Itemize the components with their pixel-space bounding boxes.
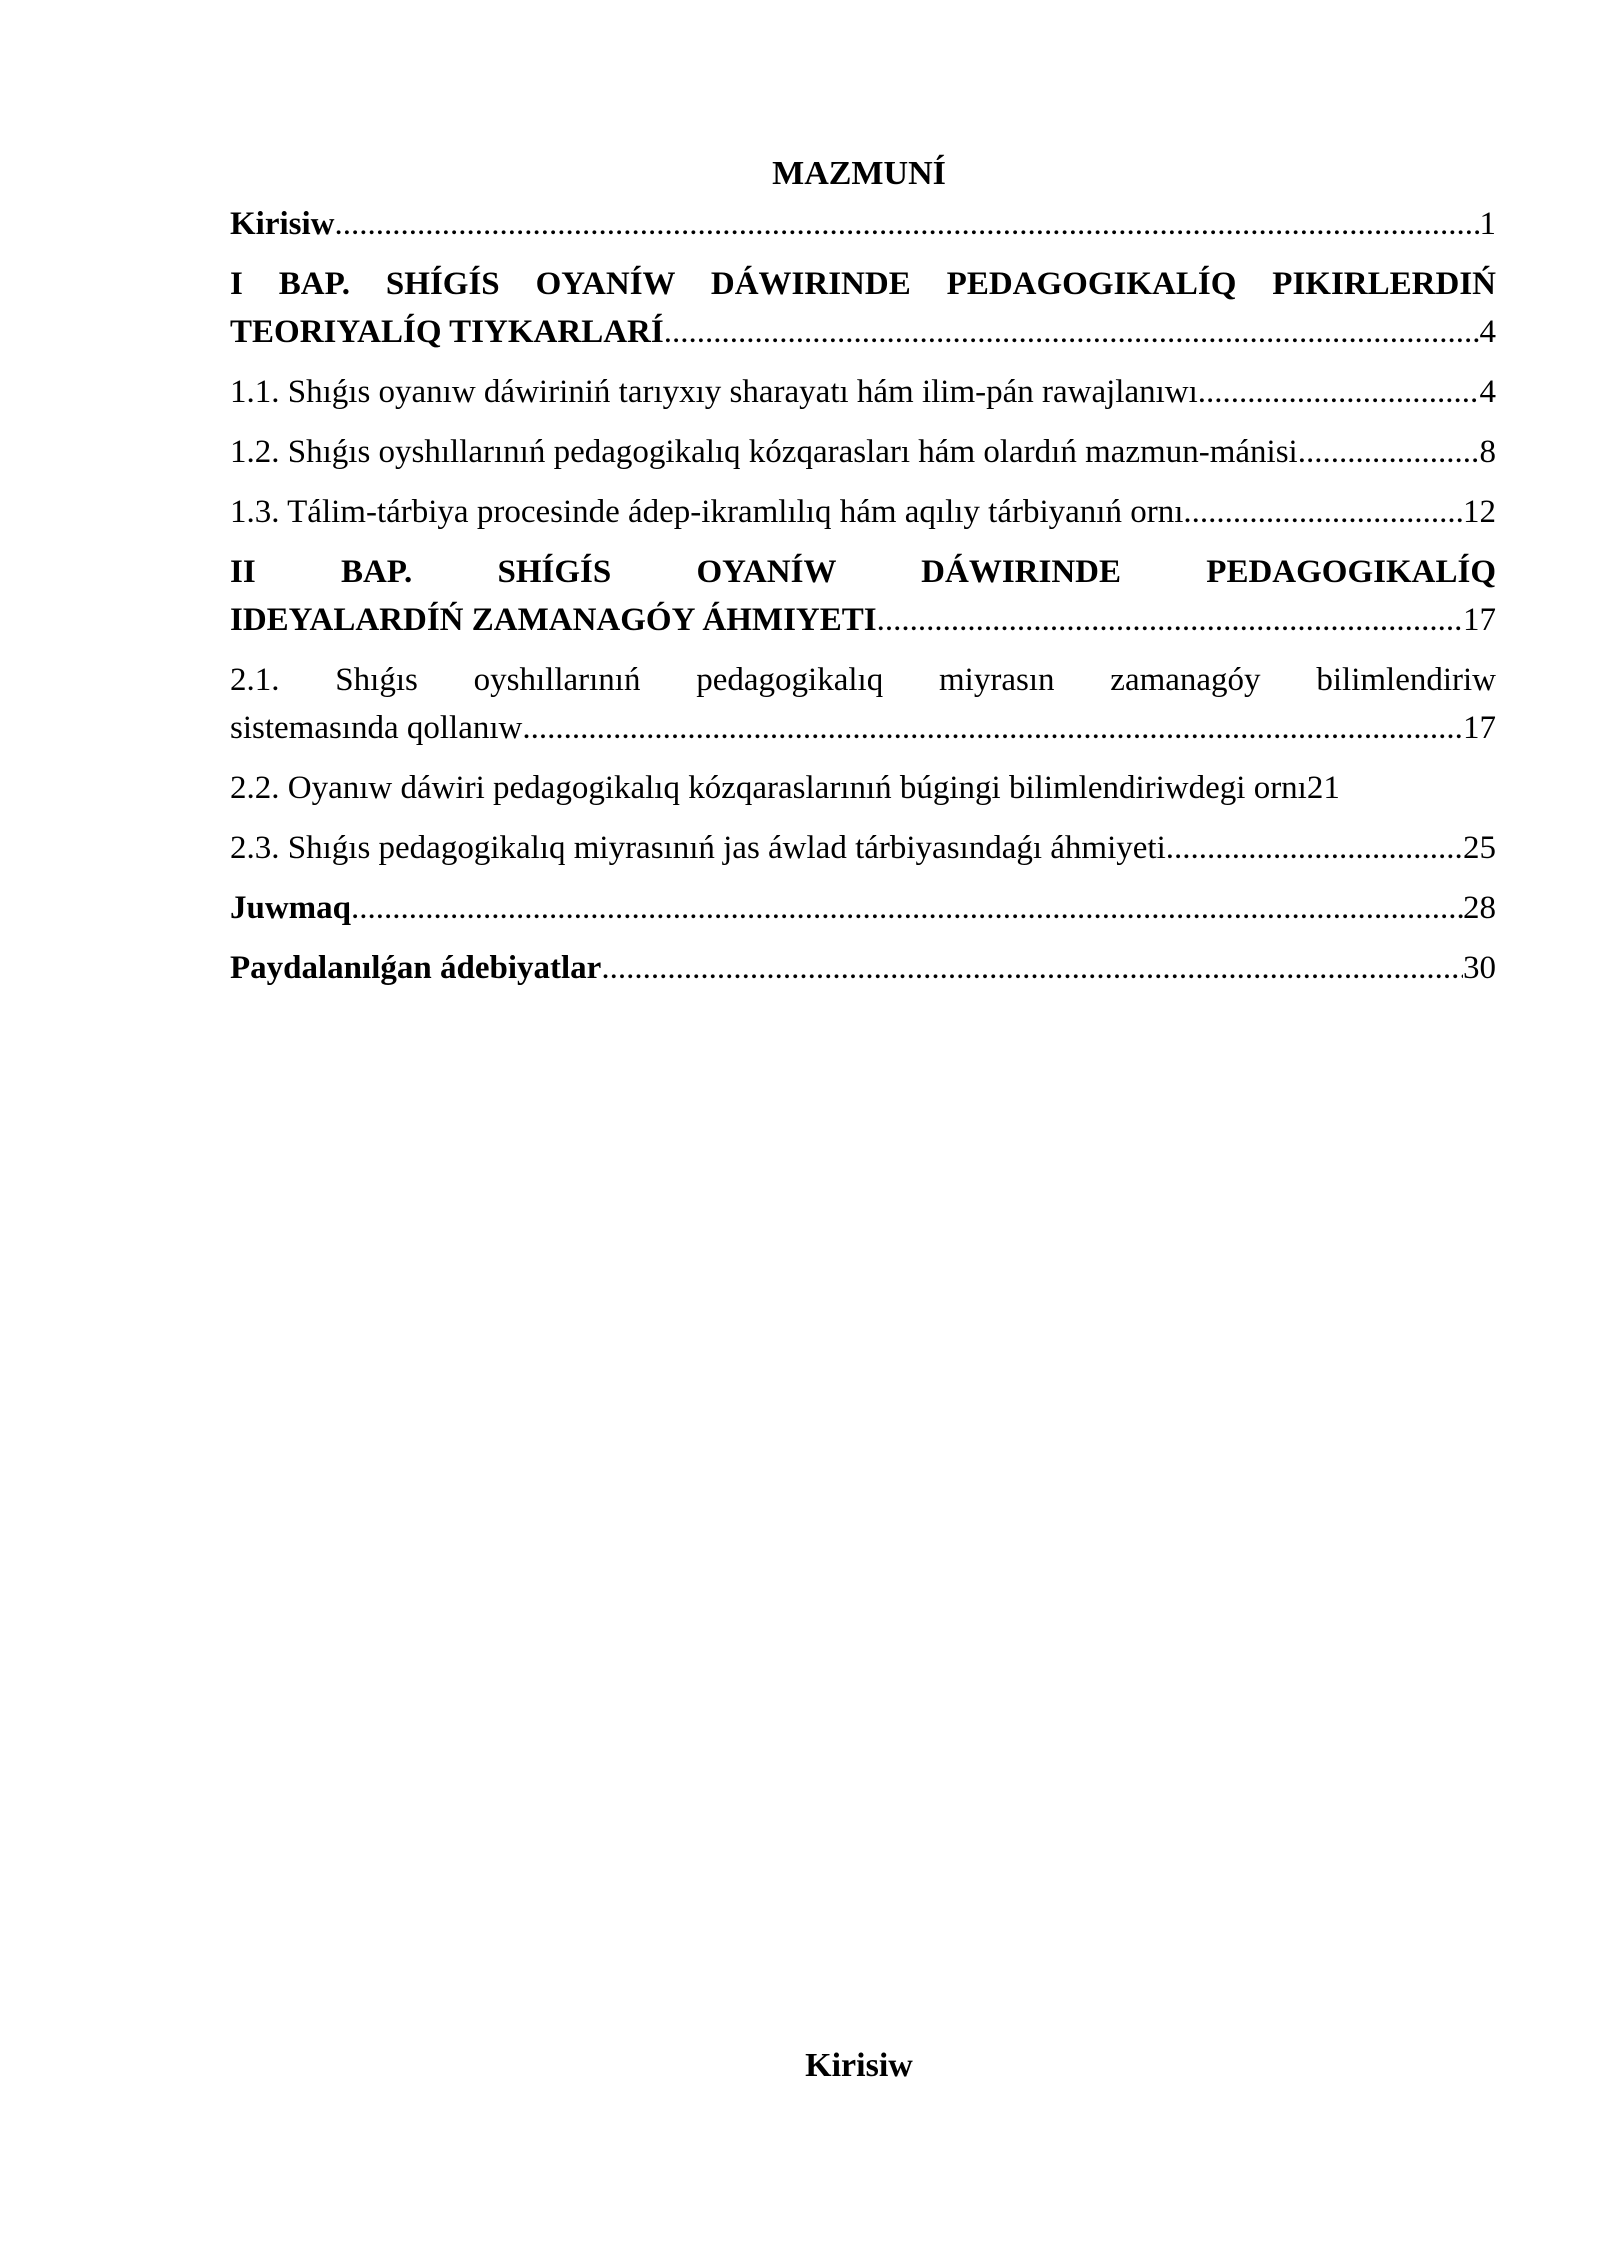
- toc-entry[interactable]: [230, 368, 1496, 416]
- toc-entry-label: 1.3. Tálim-tárbiya procesinde ádep-ikramlılıq hám aqılıy tárbiyanıń ornı: [230, 494, 1184, 530]
- toc-entry-page: 21: [1306, 770, 1340, 806]
- toc-entry-label: sistemasında qollanıw: [230, 710, 523, 746]
- toc-entry-page: 17: [1463, 602, 1496, 638]
- toc-entry-page: 8: [1479, 434, 1496, 470]
- toc-entry[interactable]: [230, 428, 1496, 476]
- toc-entry-page: 12: [1463, 494, 1496, 530]
- toc-entry-label: 1.1. Shıǵıs oyanıw dáwiriniń tarıyxıy sharayatı hám ilim-pán rawajlanıwı: [230, 374, 1198, 410]
- dot-leader: [877, 596, 1463, 644]
- toc-entry-label: 2.2. Oyanıw dáwiri pedagogikalıq kózqaraslarınıń búgingi bilimlendiriwdegi ornı: [230, 770, 1307, 806]
- dot-leader: [1198, 368, 1480, 416]
- dot-leader: [335, 200, 1480, 248]
- toc-entry-label-line: I BAP. SHÍGÍS OYANÍW DÁWIRINDE PEDAGOGIKALÍQ PIKIRLERDIŃ: [230, 266, 1496, 302]
- dot-leader: [664, 308, 1480, 356]
- toc-title: MAZMUNÍ: [772, 155, 946, 192]
- toc-entry[interactable]: [230, 944, 1496, 992]
- toc-entry-label: Paydalanılǵan ádebiyatlar: [230, 950, 602, 986]
- toc-entry-label: 1.2. Shıǵıs oyshıllarınıń pedagogikalıq kózqarasları hám olardıń mazmun-mánisi.: [230, 434, 1306, 470]
- dot-leader: [1174, 824, 1463, 872]
- toc-entry[interactable]: [230, 488, 1496, 536]
- table-of-contents: [230, 200, 1496, 992]
- toc-entry[interactable]: [230, 200, 1496, 248]
- toc-entry-page: 17: [1463, 710, 1496, 746]
- dot-leader: [1306, 428, 1480, 476]
- toc-entry[interactable]: [230, 548, 1496, 644]
- toc-entry-label: Juwmaq: [230, 890, 352, 926]
- toc-entry[interactable]: [230, 260, 1496, 356]
- toc-entry-page: 28: [1463, 890, 1496, 926]
- toc-entry-page: 30: [1463, 950, 1496, 986]
- toc-entry-page: 4: [1479, 314, 1496, 350]
- dot-leader: [1183, 488, 1463, 536]
- toc-entry-label: TEORIYALÍQ TIYKARLARÍ: [230, 314, 664, 350]
- toc-entry[interactable]: [230, 884, 1496, 932]
- section-heading: Kirisiw: [805, 2047, 913, 2084]
- toc-entry-label: 2.3. Shıǵıs pedagogikalıq miyrasınıń jas áwlad tárbiyasındaǵı áhmiyeti.: [230, 830, 1174, 866]
- dot-leader: [522, 704, 1463, 752]
- dot-leader: [601, 944, 1463, 992]
- toc-entry[interactable]: [230, 764, 1496, 812]
- toc-entry-label-line: II BAP. SHÍGÍS OYANÍW DÁWIRINDE PEDAGOGIKALÍQ: [230, 554, 1496, 590]
- toc-entry-label: IDEYALARDÍŃ ZAMANAGÓY ÁHMIYETI: [230, 602, 877, 638]
- dot-leader: [351, 884, 1463, 932]
- toc-entry-label-line: 2.1. Shıǵıs oyshıllarınıń pedagogikalıq miyrasın zamanagóy bilimlendiriw: [230, 662, 1496, 698]
- toc-entry-page: 4: [1479, 374, 1496, 410]
- toc-entry-label: Kirisiw: [230, 206, 335, 242]
- toc-entry[interactable]: [230, 656, 1496, 752]
- toc-entry[interactable]: [230, 824, 1496, 872]
- toc-entry-page: 25: [1463, 830, 1496, 866]
- toc-entry-page: 1: [1479, 206, 1496, 242]
